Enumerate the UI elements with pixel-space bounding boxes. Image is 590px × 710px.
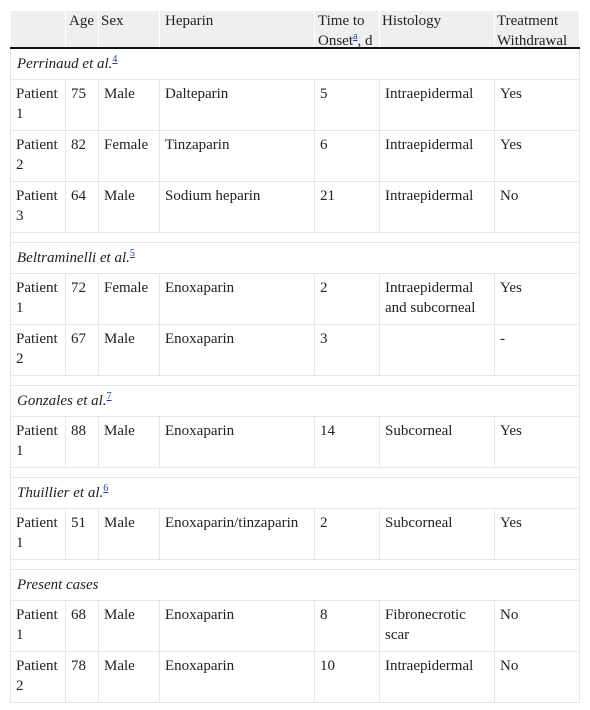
section-title-cell [11, 478, 580, 509]
header-onset-line1: Time to [318, 13, 365, 29]
header-time-to-onset [315, 11, 380, 49]
cell-sex: Male [99, 417, 160, 468]
header-onset-label: Onset [318, 33, 353, 49]
footnote-a-link[interactable]: a [353, 31, 358, 42]
table-row [11, 131, 580, 182]
reference-link[interactable]: 7 [106, 391, 112, 402]
cell-age: 68 [66, 601, 99, 652]
cell-sex: Female [99, 131, 160, 182]
cell-age: 82 [66, 131, 99, 182]
cell-age: 67 [66, 325, 99, 376]
cell-withdrawal: - [495, 325, 580, 376]
cell-histology [380, 325, 495, 376]
cell-withdrawal: Yes [495, 80, 580, 131]
reference-link[interactable]: 4 [112, 54, 118, 65]
cell-onset: 3 [315, 325, 380, 376]
cell-patient: Patient 1 [11, 509, 66, 560]
section-header-row [11, 48, 580, 80]
section-title-cell [11, 570, 580, 601]
cell-withdrawal: Yes [495, 131, 580, 182]
header-heparin: Heparin [160, 11, 315, 49]
cell-histology: Subcorneal [380, 509, 495, 560]
cell-sex: Male [99, 509, 160, 560]
reference-link[interactable]: 5 [129, 248, 135, 259]
cell-histology: Fibronecrotic scar [380, 601, 495, 652]
cell-heparin: Enoxaparin [160, 274, 315, 325]
header-histology: Histology [380, 11, 495, 49]
section-title: Gonzales et al. [17, 393, 107, 409]
cell-sex: Female [99, 274, 160, 325]
header-sex: Sex [99, 11, 160, 49]
header-age: Age [66, 11, 99, 49]
table-row [11, 182, 580, 233]
cell-heparin: Dalteparin [160, 80, 315, 131]
section-title: Perrinaud et al. [17, 56, 113, 72]
cell-withdrawal: No [495, 652, 580, 703]
cell-sex: Male [99, 652, 160, 703]
cell-onset: 21 [315, 182, 380, 233]
cell-patient: Patient 3 [11, 182, 66, 233]
cell-onset: 14 [315, 417, 380, 468]
table-body [11, 48, 580, 703]
cell-withdrawal: Yes [495, 274, 580, 325]
section-title: Thuillier et al. [17, 485, 104, 501]
cell-withdrawal: Yes [495, 417, 580, 468]
cell-onset: 2 [315, 274, 380, 325]
cell-age: 88 [66, 417, 99, 468]
cell-onset: 6 [315, 131, 380, 182]
cell-histology: Subcorneal [380, 417, 495, 468]
table-container [10, 10, 579, 703]
table-row [11, 417, 580, 468]
cell-histology: Intraepidermal [380, 80, 495, 131]
cell-patient: Patient 1 [11, 80, 66, 131]
section-spacer [11, 376, 580, 386]
cell-heparin: Enoxaparin [160, 325, 315, 376]
cell-age: 64 [66, 182, 99, 233]
cell-withdrawal: No [495, 182, 580, 233]
reference-link[interactable]: 6 [103, 483, 109, 494]
section-title: Present cases [17, 577, 99, 593]
section-title-cell [11, 386, 580, 417]
cell-histology: Intraepidermal [380, 652, 495, 703]
cell-withdrawal: Yes [495, 509, 580, 560]
cell-sex: Male [99, 601, 160, 652]
cell-patient: Patient 1 [11, 417, 66, 468]
cell-heparin: Tinzaparin [160, 131, 315, 182]
section-header-row [11, 243, 580, 274]
cell-withdrawal: No [495, 601, 580, 652]
cell-sex: Male [99, 182, 160, 233]
table-row [11, 274, 580, 325]
cell-onset: 10 [315, 652, 380, 703]
cell-onset: 2 [315, 509, 380, 560]
section-title: Beltraminelli et al. [17, 250, 130, 266]
cell-heparin: Enoxaparin [160, 417, 315, 468]
section-spacer [11, 560, 580, 570]
table-row [11, 509, 580, 560]
section-header-row [11, 478, 580, 509]
cell-patient: Patient 2 [11, 652, 66, 703]
section-spacer-cell [11, 468, 580, 478]
cell-histology: Intraepidermal [380, 131, 495, 182]
cell-age: 78 [66, 652, 99, 703]
header-patient [11, 11, 66, 49]
table-header [11, 11, 580, 49]
section-spacer-cell [11, 560, 580, 570]
cell-patient: Patient 1 [11, 601, 66, 652]
cell-histology: Intraepidermal and subcorneal [380, 274, 495, 325]
section-title-cell [11, 243, 580, 274]
section-spacer [11, 233, 580, 243]
section-title-cell [11, 48, 580, 80]
cell-sex: Male [99, 325, 160, 376]
cell-patient: Patient 1 [11, 274, 66, 325]
cell-heparin: Sodium heparin [160, 182, 315, 233]
cell-age: 75 [66, 80, 99, 131]
case-comparison-table [10, 10, 580, 703]
cell-sex: Male [99, 80, 160, 131]
cell-heparin: Enoxaparin [160, 652, 315, 703]
section-header-row [11, 386, 580, 417]
table-row [11, 80, 580, 131]
header-onset-unit: , d [357, 33, 373, 49]
cell-heparin: Enoxaparin [160, 601, 315, 652]
table-row [11, 652, 580, 703]
table-row [11, 325, 580, 376]
cell-onset: 8 [315, 601, 380, 652]
header-treatment-withdrawal: Treatment Withdrawal [495, 11, 580, 49]
cell-heparin: Enoxaparin/tinzaparin [160, 509, 315, 560]
cell-age: 72 [66, 274, 99, 325]
cell-onset: 5 [315, 80, 380, 131]
section-spacer-cell [11, 233, 580, 243]
section-spacer-cell [11, 376, 580, 386]
section-spacer [11, 468, 580, 478]
cell-patient: Patient 2 [11, 131, 66, 182]
cell-histology: Intraepidermal [380, 182, 495, 233]
header-row [11, 11, 580, 49]
cell-age: 51 [66, 509, 99, 560]
section-header-row [11, 570, 580, 601]
table-row [11, 601, 580, 652]
cell-patient: Patient 2 [11, 325, 66, 376]
